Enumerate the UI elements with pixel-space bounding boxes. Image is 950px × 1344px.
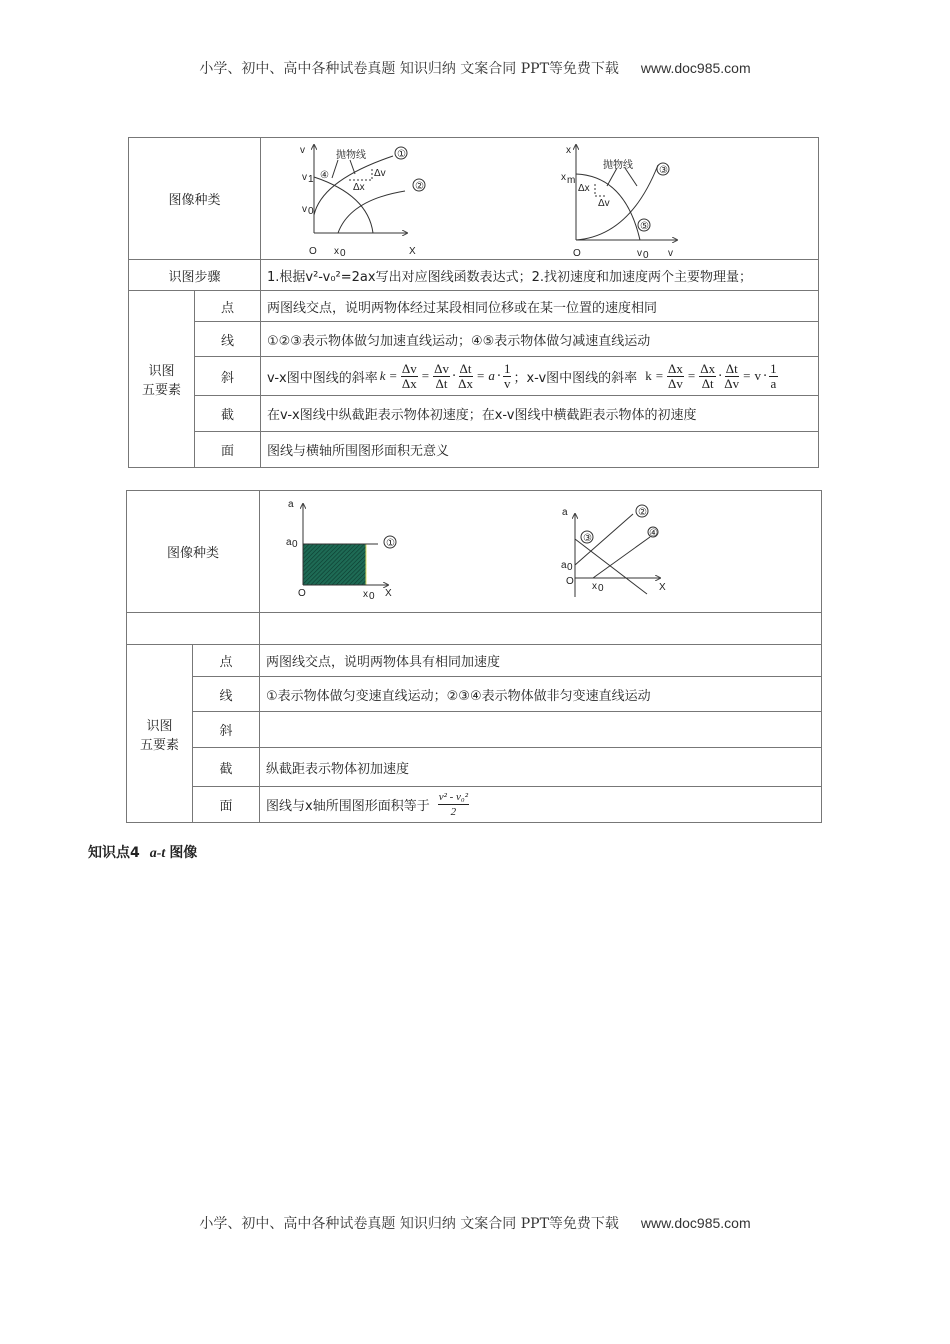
dot: · xyxy=(762,368,768,384)
dashed-triangle xyxy=(349,169,372,180)
tick-label: a xyxy=(561,560,567,571)
tick-label: v xyxy=(637,248,642,259)
row-text: 两图线交点，说明两物体具有相同加速度 xyxy=(259,644,822,677)
origin-label: O xyxy=(573,248,581,259)
num: Δt xyxy=(725,360,738,376)
row-text: 纵截距表示物体初加速度 xyxy=(259,747,822,787)
num: v² - v₀² xyxy=(438,791,469,803)
group-label: 五要素 xyxy=(139,737,179,753)
num: 1 xyxy=(503,360,511,376)
annotation: 抛物线 xyxy=(336,150,366,161)
k-symbol: k xyxy=(379,368,386,383)
circle-label: ② xyxy=(415,181,424,192)
tick-label: x xyxy=(561,172,566,183)
num: 1 xyxy=(770,360,777,376)
axis-label: a xyxy=(288,499,294,510)
subscript: 0 xyxy=(598,583,604,594)
kp-label: 知识点4 xyxy=(88,845,140,861)
den: v xyxy=(503,375,511,391)
graph-x-v-labels xyxy=(561,145,673,261)
axis-label: v xyxy=(300,145,305,156)
eq: = xyxy=(476,368,485,383)
footer-url[interactable]: www.doc985.com xyxy=(640,1215,751,1231)
circle-label: ④ xyxy=(649,528,658,539)
k-symbol: k xyxy=(645,368,652,383)
subscript: 0 xyxy=(369,591,375,602)
tick-label: x xyxy=(334,246,339,257)
num: Δx xyxy=(668,360,683,376)
circle-label: ⑤ xyxy=(640,221,649,232)
a-symbol: a xyxy=(488,368,495,383)
graph-a-x-constant xyxy=(303,504,396,585)
delta-label: Δx xyxy=(578,183,590,194)
header-text: 小学、初中、高中各种试卷真题 知识归纳 文案合同 PPT等免费下载 xyxy=(199,61,619,77)
num: Δt xyxy=(459,360,472,376)
row-label: 面 xyxy=(192,786,260,823)
group-label: 识图 xyxy=(148,364,175,379)
delta-label: Δx xyxy=(353,182,365,193)
row-text: 两图线交点，说明两物体经过某段相同位移或在某一位置的速度相同 xyxy=(260,290,819,322)
den: Δt xyxy=(435,375,448,391)
arrow-line xyxy=(332,160,338,178)
den: Δv xyxy=(724,375,740,391)
circle-label: ③ xyxy=(583,533,592,544)
circle-label: ④ xyxy=(320,170,329,181)
circle-label: ① xyxy=(386,538,395,549)
dot: · xyxy=(451,368,457,384)
header-url[interactable]: www.doc985.com xyxy=(640,60,751,76)
eq: = xyxy=(687,368,696,383)
row-text: ①②③表示物体做匀加速直线运动；④⑤表示物体做匀减速直线运动 xyxy=(260,321,819,357)
tick-label: a xyxy=(286,537,292,548)
row-label: 斜 xyxy=(192,711,260,748)
arrow-line xyxy=(350,160,355,174)
graph-v-x xyxy=(314,145,425,233)
row-text: 图线与横轴所围图形面积无意义 xyxy=(260,431,819,468)
eq: = xyxy=(743,368,751,383)
row-label: 点 xyxy=(192,644,260,677)
origin-label: O xyxy=(298,588,306,599)
shaded-area xyxy=(303,544,366,585)
footer-text: 小学、初中、高中各种试卷真题 知识归纳 文案合同 PPT等免费下载 xyxy=(199,1216,619,1232)
num: Δv xyxy=(401,360,417,376)
axis-label: X xyxy=(659,582,666,593)
knowledge-point-heading xyxy=(88,842,197,862)
kp-variable: a-t xyxy=(149,846,166,861)
v-symbol: v xyxy=(754,368,761,383)
row-label: 截 xyxy=(194,395,261,432)
type-label: 图像种类 xyxy=(128,137,261,260)
subscript: 1 xyxy=(308,174,314,185)
tick-label: v xyxy=(302,172,307,183)
row-label: 点 xyxy=(194,290,261,322)
subscript: m xyxy=(567,175,576,186)
slope-text: v-x图中图线的斜率 xyxy=(267,370,378,386)
group-label: 五要素 xyxy=(141,383,181,398)
row-text: 在v-x图线中纵截距表示物体初速度；在x-v图线中横截距表示物体的初速度 xyxy=(260,395,819,432)
den: Δt xyxy=(701,375,714,391)
group-label: 识图 xyxy=(146,718,173,734)
eq: = xyxy=(655,368,664,383)
axis-label: v xyxy=(668,248,673,259)
origin-label: O xyxy=(566,576,574,587)
tick-label: x xyxy=(592,581,597,592)
axis-label: X xyxy=(409,246,416,257)
row-label: 线 xyxy=(192,676,260,712)
row-label: 线 xyxy=(194,321,261,357)
den: 2 xyxy=(450,806,457,818)
steps-label: 识图步骤 xyxy=(128,259,261,291)
type-label: 图像种类 xyxy=(126,490,260,613)
row-label: 斜 xyxy=(194,356,261,396)
row-text: ①表示物体做匀变速直线运动；②③④表示物体做非匀变速直线运动 xyxy=(259,676,822,712)
subscript: 0 xyxy=(292,539,298,550)
row-text: 图线与x轴所围图形面积等于 xyxy=(266,799,430,814)
dot: · xyxy=(718,368,723,384)
num: Δx xyxy=(700,360,716,376)
delta-label: Δv xyxy=(598,198,610,209)
subscript: 0 xyxy=(308,206,314,217)
row-label: 面 xyxy=(194,431,261,468)
graph-a-x-linear-labels xyxy=(561,507,666,594)
eq: = xyxy=(389,368,397,383)
slope-text: ；x-v图中图线的斜率 xyxy=(513,370,638,386)
steps-text: 1.根据v²-v₀²=2ax写出对应图线函数表达式；2.找初速度和加速度两个主要物理量； xyxy=(260,259,819,291)
axis-label: a xyxy=(562,507,568,518)
subscript: 0 xyxy=(567,562,573,573)
annotation: 抛物线 xyxy=(603,160,633,171)
kp-title: 图像 xyxy=(169,845,198,861)
den: Δx xyxy=(458,375,473,391)
tick-label: x xyxy=(363,589,368,600)
eq: = xyxy=(421,368,430,383)
dot: · xyxy=(496,368,501,384)
graph-a-x-linear xyxy=(575,505,660,597)
circle-label: ② xyxy=(638,507,647,518)
axis-label: x xyxy=(566,145,571,156)
circle-label: ③ xyxy=(659,165,668,176)
circle-label: ① xyxy=(397,149,406,160)
den: a xyxy=(770,375,777,391)
subscript: 0 xyxy=(643,250,649,261)
den: Δv xyxy=(668,375,683,391)
tick-label: v xyxy=(302,204,307,215)
origin-label: O xyxy=(309,246,317,257)
graph-v-x-labels xyxy=(300,145,424,259)
den: Δx xyxy=(401,375,417,391)
num: Δv xyxy=(434,360,449,376)
dashed-triangle xyxy=(595,184,606,196)
page-footer xyxy=(0,1213,950,1233)
row-label: 截 xyxy=(192,747,260,787)
axis-label: X xyxy=(385,588,392,599)
delta-label: Δv xyxy=(374,168,386,179)
subscript: 0 xyxy=(340,248,346,259)
line-4 xyxy=(593,537,650,578)
